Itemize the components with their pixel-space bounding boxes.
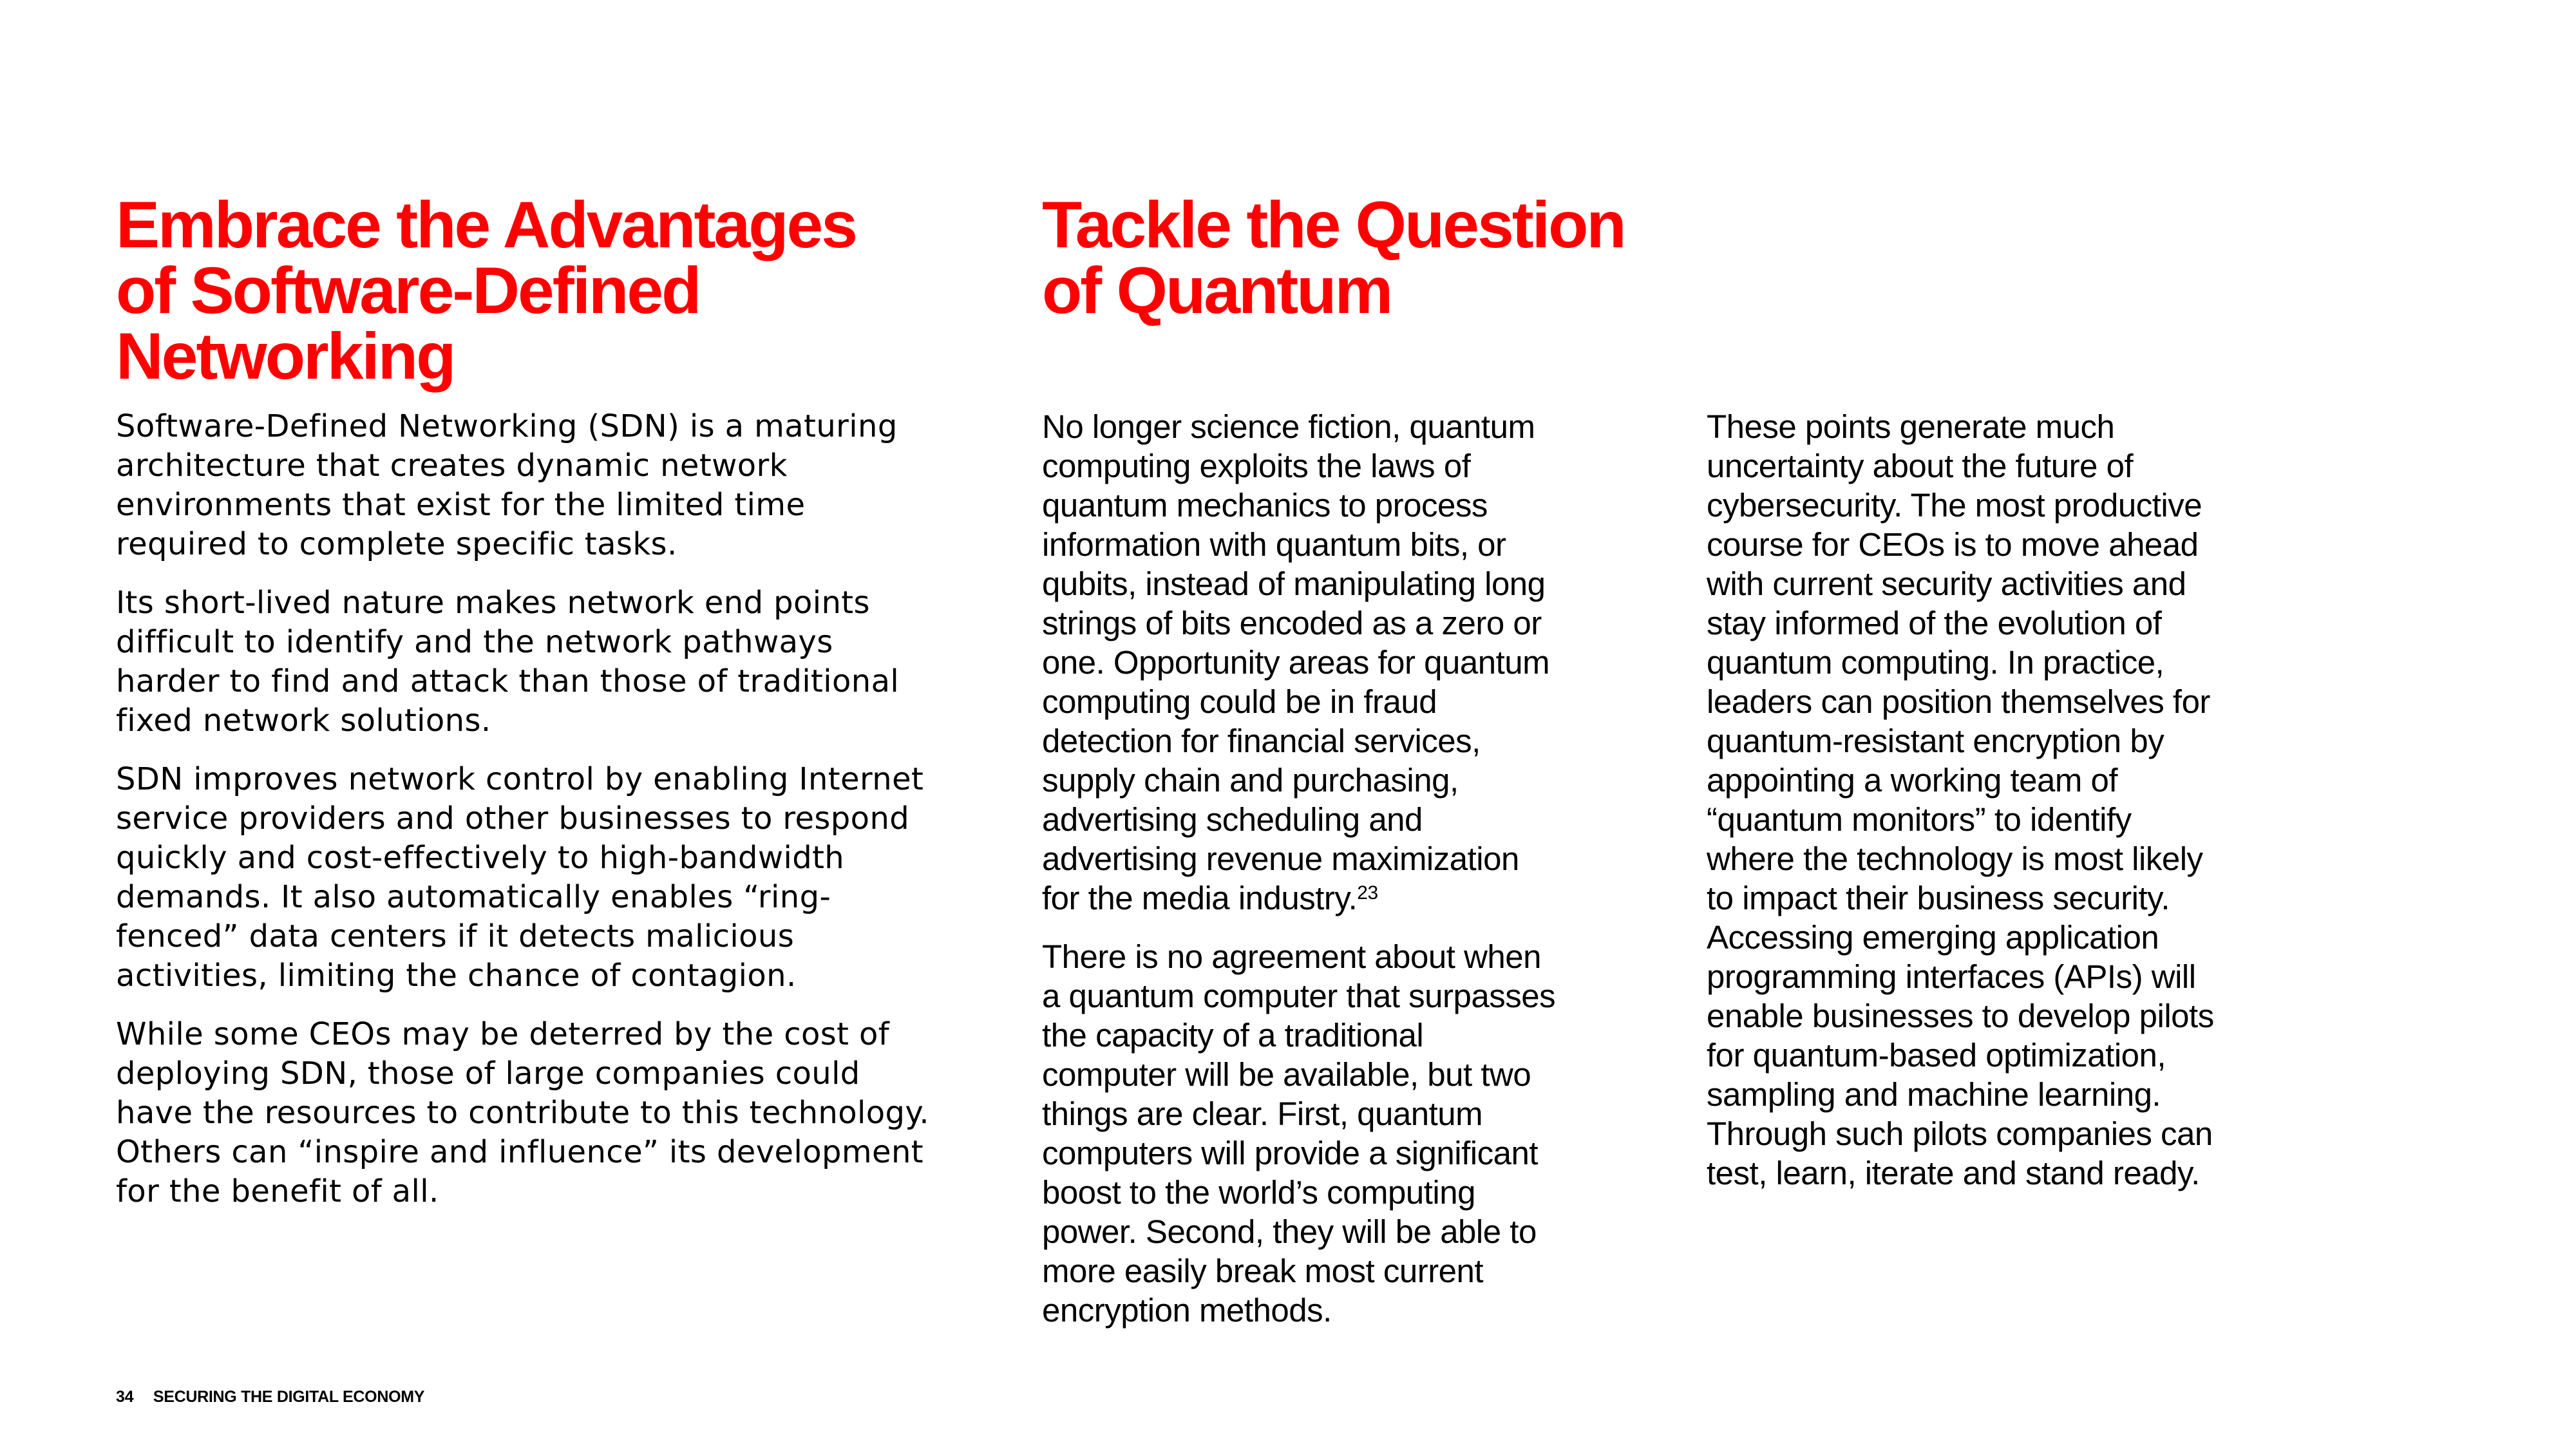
text-line: fenced” data centers if it detects malicious (116, 918, 795, 954)
text-line: demands. It also automatically enables “ring- (116, 879, 831, 915)
quantum-body-column-1 (1042, 407, 1555, 1330)
sdn-paragraph-3 (116, 760, 929, 996)
text-line: detection for financial services, (1042, 723, 1481, 759)
text-line: Accessing emerging application (1707, 919, 2159, 956)
text-line: deploying SDN, those of large companies could (116, 1056, 860, 1092)
text-line: the capacity of a traditional (1042, 1017, 1424, 1054)
text-line: While some CEOs may be deterred by the cost of (116, 1016, 890, 1052)
text-line: where the technology is most likely (1707, 840, 2203, 877)
text-line: “quantum monitors” to identify (1707, 801, 2132, 838)
text-line: to impact their business security. (1707, 880, 2170, 916)
text-line: for the benefit of all. (116, 1173, 439, 1209)
text-line: sampling and machine learning. (1707, 1076, 2161, 1113)
text-line: encryption methods. (1042, 1292, 1332, 1329)
footnote-reference[interactable]: 23 (1357, 882, 1378, 904)
quantum-paragraph-1 (1042, 407, 1555, 918)
text-line: No longer science fiction, quantum (1042, 408, 1535, 445)
text-line: information with quantum bits, or (1042, 526, 1506, 563)
sdn-heading (116, 188, 856, 393)
text-line: a quantum computer that surpasses (1042, 978, 1556, 1014)
text-line: harder to find and attack than those of traditional (116, 663, 900, 699)
text-line: cybersecurity. The most productive (1707, 487, 2202, 524)
text-line: Software-Defined Networking (SDN) is a maturing (116, 408, 898, 444)
text-line: course for CEOs is to move ahead (1707, 526, 2199, 563)
quantum-paragraph-3 (1707, 407, 2214, 1193)
text-line: SDN improves network control by enabling Internet (116, 761, 924, 797)
sdn-body (116, 407, 929, 1211)
text-line: appointing a working team of (1707, 762, 2118, 799)
text-line: Through such pilots companies can (1707, 1115, 2213, 1152)
quantum-paragraph-2 (1042, 937, 1555, 1330)
quantum-heading-line: of Quantum (1042, 254, 1392, 327)
text-line: There is no agreement about when (1042, 938, 1541, 975)
text-line: required to complete specific tasks. (116, 526, 677, 562)
publication-title: SECURING THE DIGITAL ECONOMY (153, 1388, 425, 1406)
quantum-heading-line: Tackle the Question (1042, 188, 1625, 261)
text-line: quantum mechanics to process (1042, 487, 1488, 524)
text-line: qubits, instead of manipulating long (1042, 565, 1546, 602)
text-line: advertising scheduling and (1042, 801, 1423, 838)
text-line: fixed network solutions. (116, 703, 491, 739)
text-line: These points generate much (1707, 408, 2115, 445)
text-line: boost to the world’s computing (1042, 1174, 1475, 1211)
text-line: more easily break most current (1042, 1253, 1484, 1289)
text-line: have the resources to contribute to this technology. (116, 1095, 929, 1131)
text-line: quantum-resistant encryption by (1707, 723, 2164, 759)
text-line: quantum computing. In practice, (1707, 644, 2164, 681)
text-line: for quantum-based optimization, (1707, 1037, 2166, 1074)
text-line: one. Opportunity areas for quantum (1042, 644, 1550, 681)
text-fragment: for the media industry. (1042, 880, 1358, 916)
text-line: computers will provide a significant (1042, 1135, 1539, 1171)
text-line: things are clear. First, quantum (1042, 1095, 1483, 1132)
text-line: stay informed of the evolution of (1707, 605, 2162, 641)
text-line: programming interfaces (APIs) will (1707, 958, 2196, 995)
text-line: environments that exist for the limited time (116, 487, 806, 523)
sdn-paragraph-2 (116, 583, 929, 741)
quantum-heading (1042, 188, 1625, 327)
text-line: quickly and cost-effectively to high-bandwidth (116, 840, 845, 876)
text-line: strings of bits encoded as a zero or (1042, 605, 1542, 641)
sdn-paragraph-1 (116, 407, 929, 564)
text-line: computing could be in fraud (1042, 683, 1437, 720)
text-line: with current security activities and (1707, 565, 2186, 602)
text-line: Others can “inspire and influence” its development (116, 1134, 923, 1170)
text-line: difficult to identify and the network pathways (116, 624, 833, 660)
text-line: activities, limiting the chance of contagion. (116, 958, 797, 994)
text-line: enable businesses to develop pilots (1707, 998, 2214, 1034)
text-line: advertising revenue maximization (1042, 840, 1519, 877)
text-line: supply chain and purchasing, (1042, 762, 1459, 799)
text-line (1042, 878, 1555, 918)
text-line: test, learn, iterate and stand ready. (1707, 1155, 2200, 1191)
page-number: 34 (116, 1388, 134, 1406)
text-line: uncertainty about the future of (1707, 448, 2134, 484)
text-line: service providers and other businesses to respond (116, 800, 910, 837)
sdn-heading-line: Networking (116, 319, 455, 393)
sdn-heading-line: Embrace the Advantages (116, 188, 856, 261)
text-line: power. Second, they will be able to (1042, 1213, 1537, 1250)
text-line: computer will be available, but two (1042, 1056, 1531, 1093)
sdn-heading-line: of Software-Defined (116, 254, 700, 327)
sdn-paragraph-4 (116, 1015, 929, 1211)
text-line: computing exploits the laws of (1042, 448, 1471, 484)
page-footer (116, 1387, 424, 1406)
quantum-body-column-2 (1707, 407, 2214, 1193)
text-line: Its short-lived nature makes network end points (116, 585, 870, 621)
text-line: leaders can position themselves for (1707, 683, 2210, 720)
text-line: architecture that creates dynamic network (116, 448, 788, 484)
